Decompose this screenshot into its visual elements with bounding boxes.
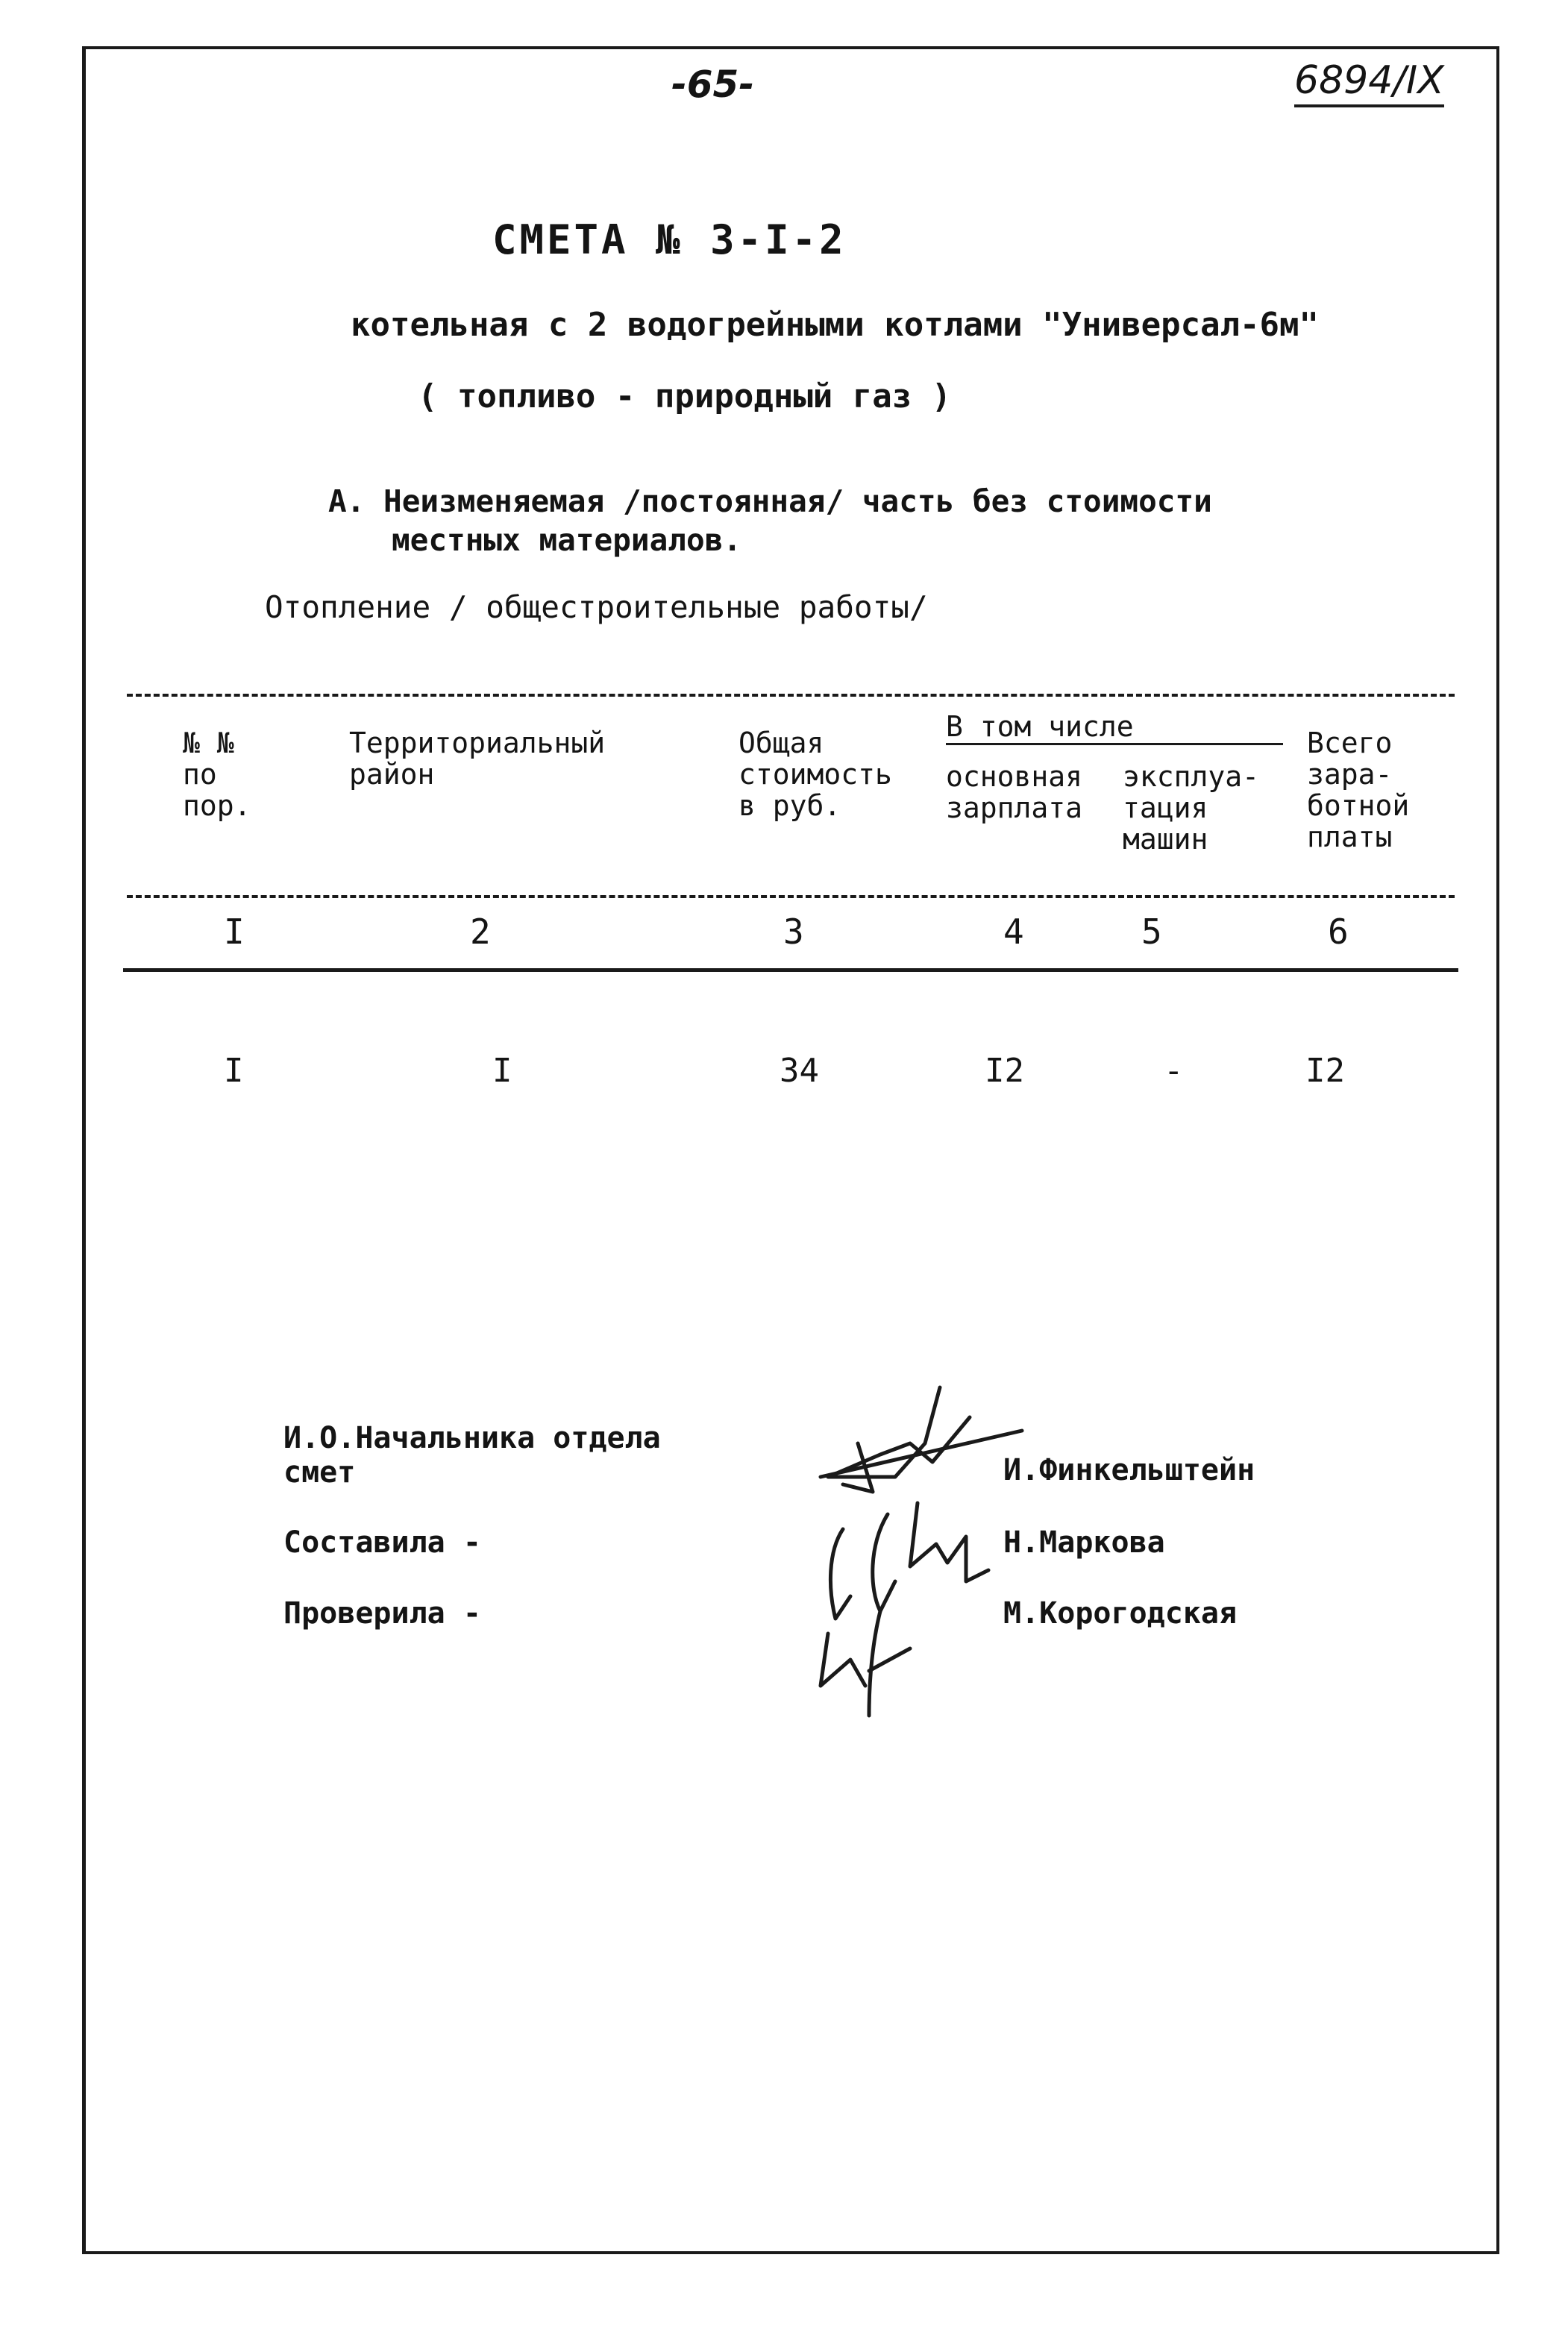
table-column-numbers-rule bbox=[123, 968, 1458, 972]
column-header-total-wages: Всего зара- ботной платы bbox=[1307, 727, 1410, 853]
column-header-machine-operation: эксплуа- тация машин bbox=[1123, 760, 1260, 856]
section-heading-continued: местных материалов. bbox=[392, 522, 741, 558]
column-header-total-cost: Общая стоимость в руб. bbox=[738, 727, 892, 822]
column-number: I bbox=[224, 912, 245, 952]
column-number: 5 bbox=[1141, 912, 1162, 952]
cell-row-number: I bbox=[224, 1052, 244, 1090]
column-header-base-salary: основная зарплата bbox=[946, 760, 1083, 824]
cell-total-cost: 34 bbox=[780, 1052, 819, 1090]
document-subtitle-fuel: ( топливо - природный газ ) bbox=[418, 377, 952, 415]
signatory-role-head: И.О.Начальника отдела смет bbox=[283, 1421, 661, 1490]
document-subtitle-object: котельная с 2 водогрейными котлами "Универсал-6м" bbox=[351, 306, 1320, 344]
section-heading: А. Неизменяемая /постоянная/ часть без стоимости bbox=[328, 483, 1212, 519]
cell-base-salary: I2 bbox=[985, 1052, 1024, 1090]
signatory-name-compiled: Н.Маркова bbox=[1003, 1525, 1165, 1560]
table-header-rule bbox=[127, 895, 1455, 898]
work-type-label: Отопление / общестроительные работы/ bbox=[265, 589, 928, 625]
signatory-role-compiled: Составила - bbox=[283, 1525, 481, 1560]
signatory-name-head: И.Финкельштейн bbox=[1003, 1453, 1255, 1487]
column-number: 3 bbox=[783, 912, 804, 952]
column-header-territorial-district: Территориальный район bbox=[349, 727, 606, 791]
column-header-row-number: № № по пор. bbox=[183, 727, 251, 822]
table-top-rule bbox=[127, 694, 1455, 697]
table-group-header: В том числе bbox=[946, 710, 1283, 745]
signatory-role-checked: Проверила - bbox=[283, 1596, 481, 1631]
document-title: СМЕТА № 3-I-2 bbox=[492, 216, 847, 263]
archive-number: 6894/IX bbox=[1294, 58, 1444, 107]
cell-total-wages: I2 bbox=[1305, 1052, 1345, 1090]
column-number: 4 bbox=[1003, 912, 1024, 952]
cell-territorial-district: I bbox=[492, 1052, 512, 1090]
column-number: 2 bbox=[470, 912, 491, 952]
handwritten-signatures bbox=[798, 1373, 1044, 1723]
cell-machine-operation: - bbox=[1164, 1052, 1184, 1090]
column-number: 6 bbox=[1328, 912, 1349, 952]
page-number: -65- bbox=[671, 63, 755, 106]
signatory-name-checked: М.Корогодская bbox=[1003, 1596, 1238, 1631]
